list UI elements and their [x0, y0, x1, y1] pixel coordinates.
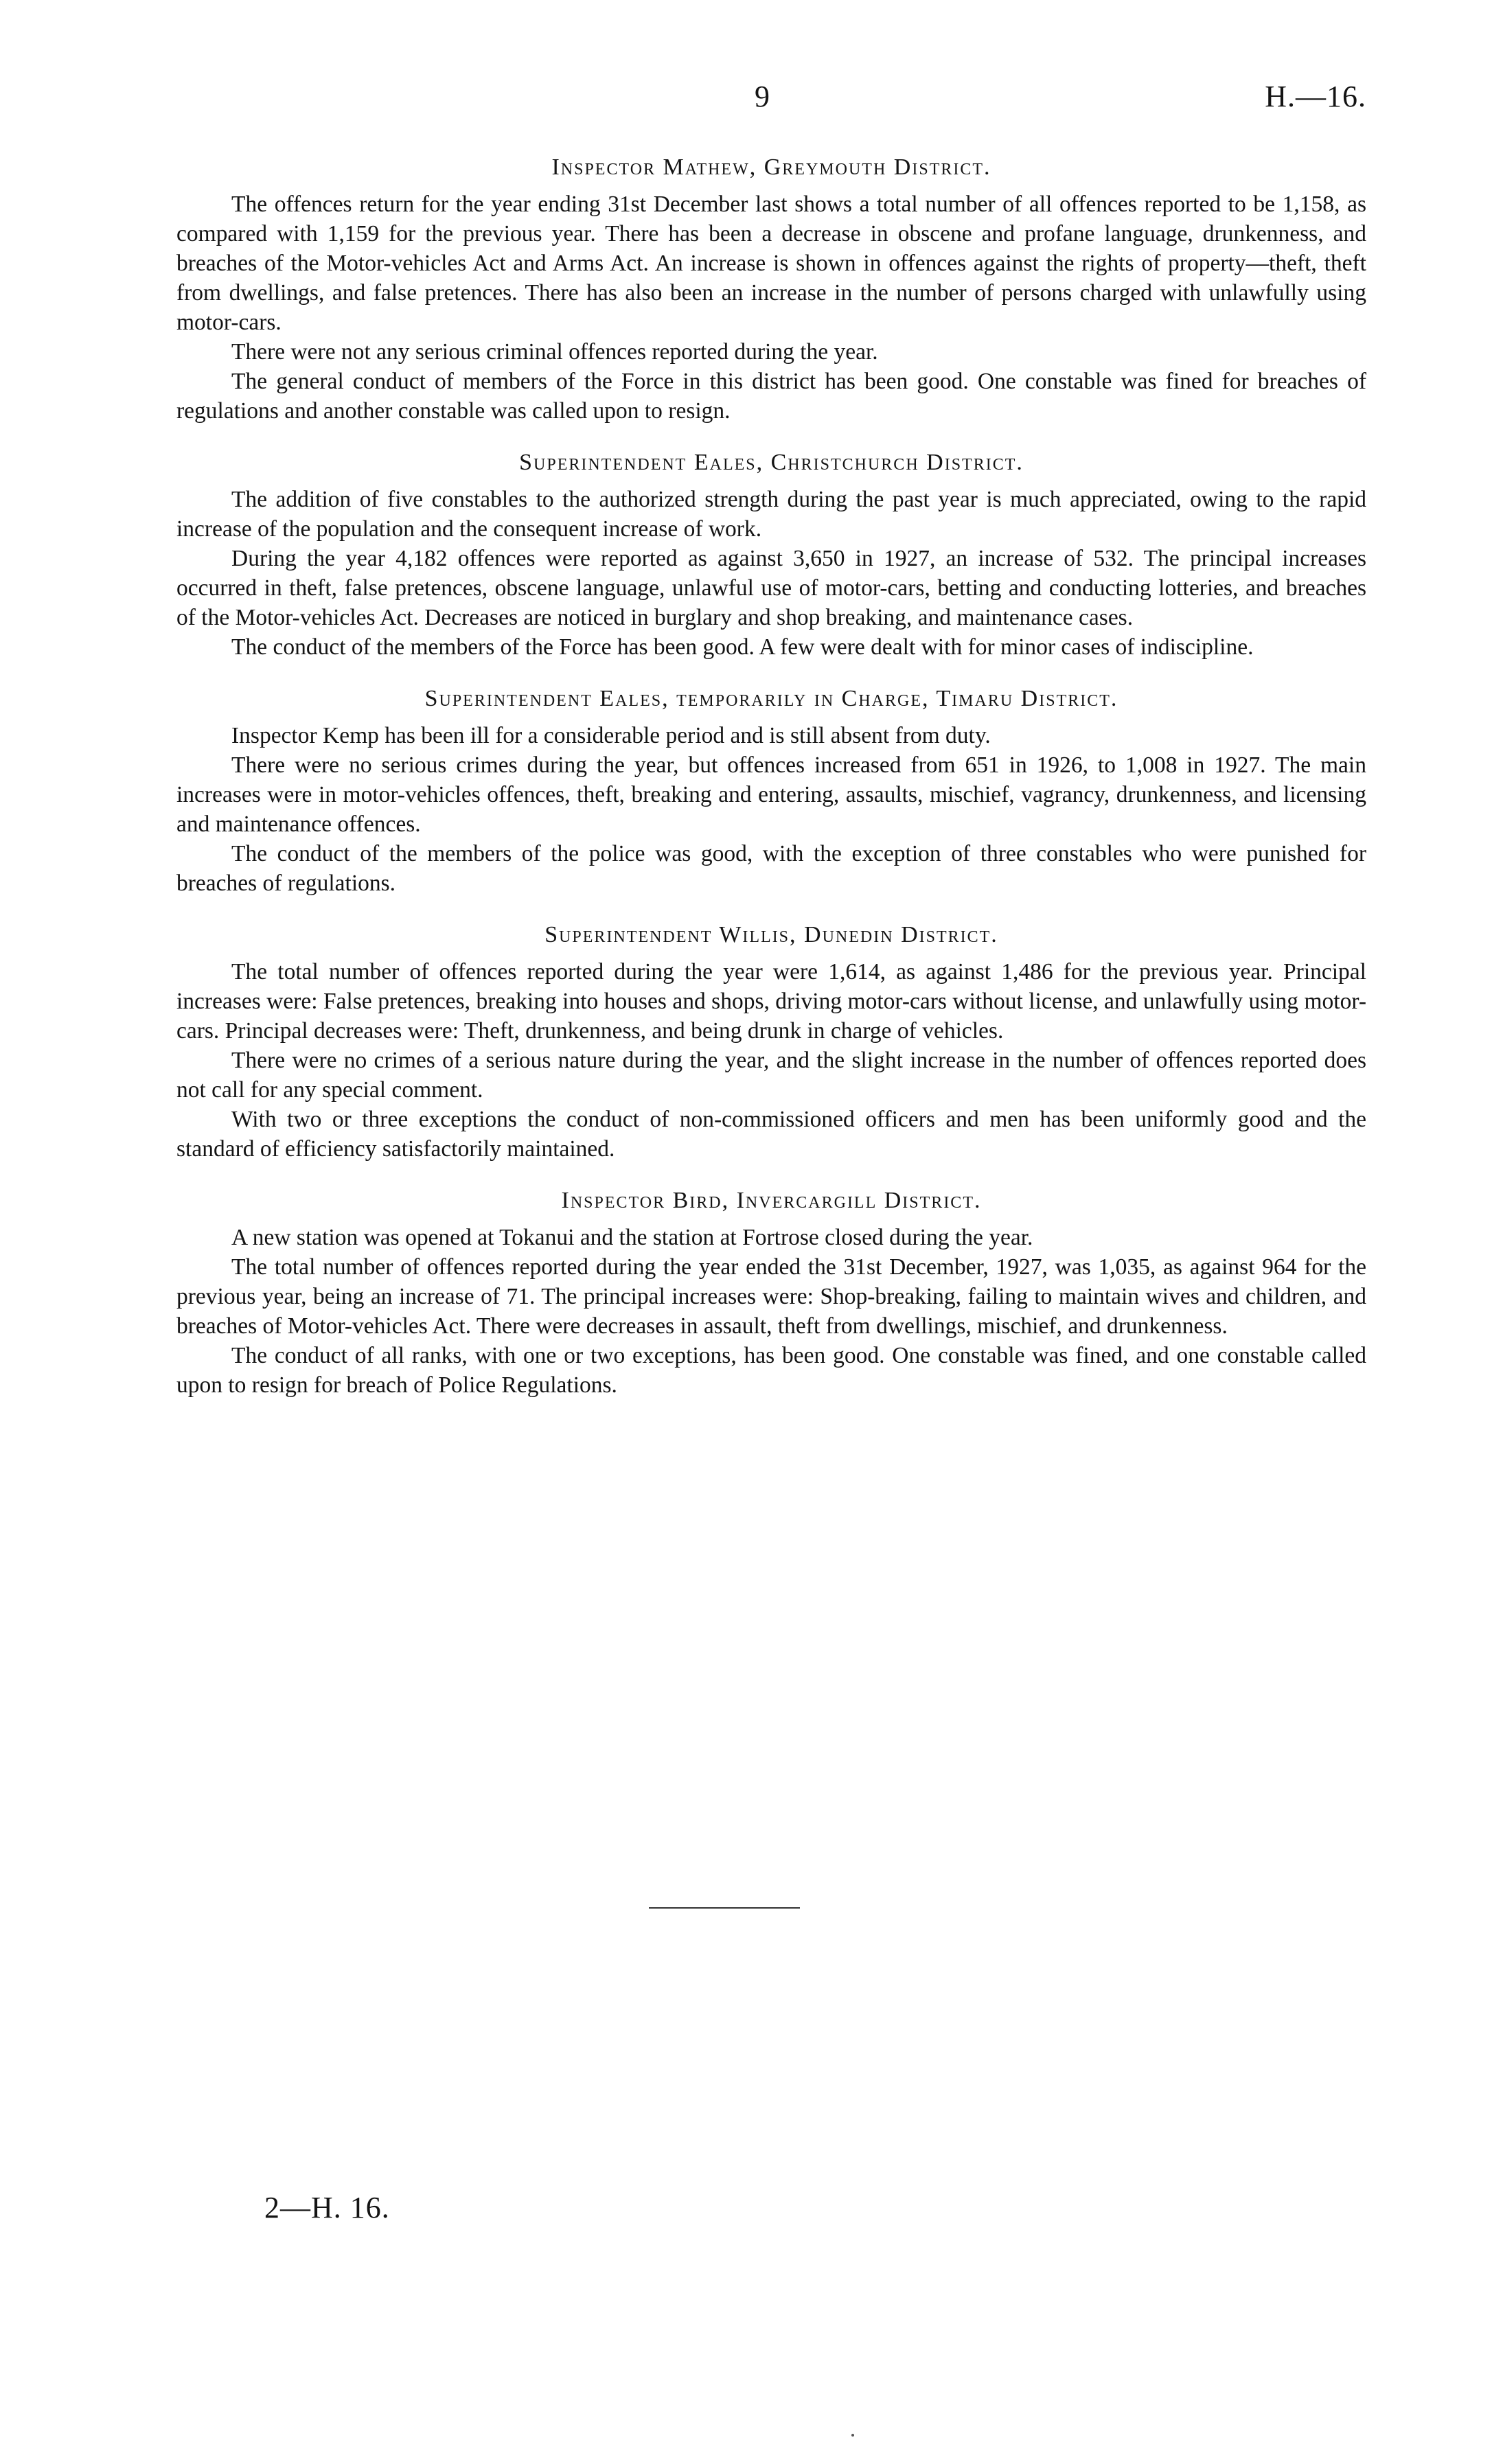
paragraph: The total number of offences reported during the year were 1,614, as against 1,486 for the previous year. Principal increases were: False pretences, breaking into houses and shops, driving motor-cars without license, and unlawfully using motor-cars. Principal decreases were: Theft, drunkenness, and being drunk in charge of vehicles. [176, 959, 1366, 1044]
section-dunedin [176, 920, 1366, 1164]
paragraph: The general conduct of members of the Force in this district has been good. One constable was fined for breaches of regulations and another constable was called upon to resign. [176, 369, 1366, 424]
end-rule-divider [649, 1907, 800, 1909]
print-speck [851, 2434, 854, 2437]
page-number: 9 [755, 80, 770, 113]
report-body [176, 152, 1366, 1422]
paragraph: With two or three exceptions the conduct of non-commissioned officers and men has been uniformly good and the standard of efficiency satisfactorily maintained. [176, 1107, 1366, 1162]
document-reference: H.—16. [1265, 80, 1366, 113]
section-timaru [176, 684, 1366, 898]
paragraph: The conduct of the members of the police was good, with the exception of three constables who were punished for breaches of regulations. [176, 841, 1366, 896]
paragraph: The conduct of all ranks, with one or two exceptions, has been good. One constable was fined, and one constable called upon to resign for breach of Police Regulations. [176, 1343, 1366, 1398]
section-heading: Superintendent Eales, Christchurch District. [519, 450, 1024, 475]
paragraph: The offences return for the year ending 31st December last shows a total number of all offences reported to be 1,158, as compared with 1,159 for the previous year. There has been a decrease in obscene and profane language, drunkenness, and breaches of the Motor-vehicles Act and Arms Act. An increase is shown in offences against the rights of property—theft, theft from dwellings, and false pretences. There has also been an increase in the number of persons charged with unlawfully using motor-cars. [176, 192, 1366, 335]
section-christchurch [176, 448, 1366, 662]
print-reference: 2—H. 16. [264, 2191, 390, 2224]
section-heading: Superintendent Willis, Dunedin District. [544, 922, 998, 947]
section-invercargill [176, 1186, 1366, 1400]
paragraph: The conduct of the members of the Force has been good. A few were dealt with for minor cases of indiscipline. [231, 634, 1254, 660]
section-heading: Superintendent Eales, temporarily in Charge, Timaru District. [424, 686, 1118, 711]
section-heading: Inspector Bird, Invercargill District. [561, 1188, 982, 1213]
paragraph: The addition of five constables to the authorized strength during the past year is much appreciated, owing to the rapid increase of the population and the consequent increase of work. [176, 487, 1366, 542]
paragraph: There were no serious crimes during the year, but offences increased from 651 in 1926, to 1,008 in 1927. The main increases were in motor-vehicles offences, theft, breaking and entering, assaults, mischief, vagrancy, drunkenness, and licensing and maintenance offences. [176, 752, 1366, 837]
paragraph: During the year 4,182 offences were reported as against 3,650 in 1927, an increase of 532. The principal increases occurred in theft, false pretences, obscene language, unlawful use of motor-cars, betting and conducting lotteries, and breaches of the Motor-vehicles Act. Decreases are noticed in burglary and shop breaking, and maintenance cases. [176, 546, 1366, 630]
paragraph: The total number of offences reported during the year ended the 31st December, 1927, was 1,035, as against 964 for the previous year, being an increase of 71. The principal increases were: Shop-breaking, failing to maintain wives and children, and breaches of Motor-vehicles Act. There were decreases in assault, theft from dwellings, mischief, and drunkenness. [176, 1254, 1366, 1339]
paragraph: A new station was opened at Tokanui and the station at Fortrose closed during the year. [231, 1225, 1033, 1250]
paragraph: There were no crimes of a serious nature during the year, and the slight increase in the number of offences reported does not call for any special comment. [176, 1048, 1366, 1103]
section-greymouth [176, 152, 1366, 426]
paragraph: There were not any serious criminal offences reported during the year. [231, 339, 878, 365]
paragraph: Inspector Kemp has been ill for a considerable period and is still absent from duty. [231, 723, 991, 748]
section-heading: Inspector Mathew, Greymouth District. [551, 154, 991, 180]
